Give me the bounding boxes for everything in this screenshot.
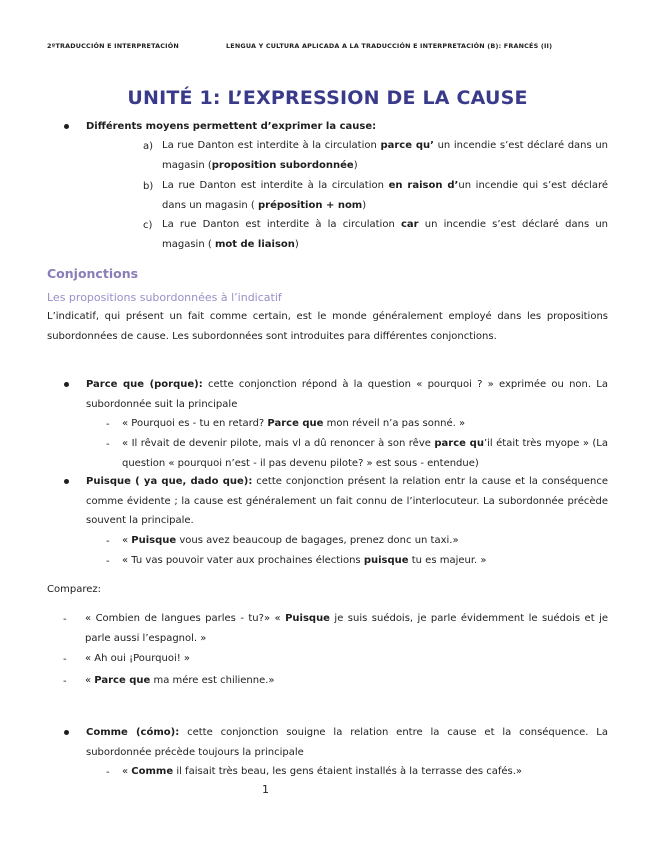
parce-que-example-1 xyxy=(122,414,608,434)
item-c-pre: La rue Danton est interdite à la circulation xyxy=(162,219,401,230)
dash-marker: - xyxy=(106,556,110,567)
comme-example xyxy=(122,762,608,782)
example-pre: « Pourquoi es - tu en retard? xyxy=(122,418,268,429)
dash-marker: - xyxy=(63,654,67,665)
comme-label: Comme (cómo): xyxy=(86,727,180,738)
section-paragraph: L’indicatif, qui présent un fait comme certain, est le monde généralement employé dans les propositions subordonnées de cause. Les subordonnées sont introduites para différentes conjonctions. xyxy=(47,311,608,342)
example-key: Parce que xyxy=(267,418,324,429)
comparez-post: je suis suédois, je parle évidemment le suédois et je parle aussi l’espagnol. » xyxy=(85,613,608,644)
dash-marker: - xyxy=(106,767,110,778)
dash-marker: - xyxy=(106,419,110,430)
puisque-label: Puisque ( ya que, dado que): xyxy=(86,476,253,487)
item-a-text xyxy=(162,136,608,175)
example-key: Comme xyxy=(131,766,174,777)
comparez-line-1 xyxy=(85,609,608,648)
item-b-tag: préposition + nom xyxy=(258,199,363,211)
comparez-pre: « xyxy=(85,675,95,686)
parce-que-example-2 xyxy=(122,434,608,473)
header-right: LENGUA Y CULTURA APLICADA A LA TRADUCCIÓN E INTERPRETACIÓN (B): FRANCÉS (II) xyxy=(226,42,553,50)
item-b-end: ) xyxy=(362,199,367,211)
item-c-letter: c) xyxy=(143,220,153,231)
example-key: Puisque xyxy=(131,535,177,546)
comme-bullet xyxy=(86,723,608,762)
parce-que-bullet xyxy=(86,375,608,414)
item-b-letter: b) xyxy=(143,181,154,192)
puisque-bullet xyxy=(86,472,608,531)
item-b-text xyxy=(162,176,608,215)
item-a-tag: proposition subordonnée xyxy=(211,159,354,171)
item-b-post: un incendie qui s’est déclaré dans un magasin ( xyxy=(162,180,609,211)
example-post: vous avez beaucoup de bagages, prenez donc un taxi.» xyxy=(176,535,459,546)
item-a-end: ) xyxy=(353,159,358,171)
comparez-line-3 xyxy=(85,671,608,691)
dash-marker: - xyxy=(63,676,67,687)
comparez-label: Comparez: xyxy=(47,584,101,595)
item-c-post: un incendie s’est déclaré dans un magasin ( xyxy=(162,219,609,250)
example-pre: « Tu vas pouvoir vater aux prochaines élections xyxy=(122,555,364,566)
puisque-text: cette conjonction présent la relation entr la cause et la conséquence comme évidente ; la cause est généralement un fait connu de l’interlocuteur. La subordonnée précède souvent la principale. xyxy=(86,476,608,526)
item-a-post: un incendie s’est déclaré dans un magasin ( xyxy=(162,140,609,171)
parce-que-label: Parce que (porque): xyxy=(86,379,203,390)
comparez-key: Puisque xyxy=(285,613,330,624)
item-a-key: parce qu’ xyxy=(380,140,434,151)
section-subheading: Les propositions subordonnées à l’indicatif xyxy=(47,291,282,304)
page-title: UNITÉ 1: L’EXPRESSION DE LA CAUSE xyxy=(127,87,528,109)
example-key: puisque xyxy=(363,555,409,566)
puisque-example-2 xyxy=(122,551,608,571)
comme-text: cette conjonction souigne la relation entre la cause et la conséquence. La subordonnée précède toujours la principale xyxy=(86,727,608,758)
item-c-tag: mot de liaison xyxy=(214,238,295,250)
comparez-key: Parce que xyxy=(94,675,151,686)
example-post: tu es majeur. » xyxy=(408,555,487,566)
comparez-post: ma mére est chilienne.» xyxy=(150,675,275,686)
section-heading: Conjonctions xyxy=(47,266,139,281)
item-c-key: car xyxy=(400,219,419,230)
dash-marker: - xyxy=(106,439,110,450)
example-post: mon réveil n’a pas sonné. » xyxy=(323,418,466,429)
example-pre: « Il rêvait de devenir pilote, mais vl a dû renoncer à son rêve xyxy=(122,438,435,449)
header-left: 2ºTRADUCCIÓN E INTERPRETACIÓN xyxy=(47,42,179,50)
intro-bullet: Différents moyens permettent d’exprimer la cause: xyxy=(86,117,376,137)
item-a-letter: a) xyxy=(143,141,154,152)
comparez-line-2: « Ah oui ¡Pourquoi! » xyxy=(85,653,191,664)
item-b-key: en raison d’ xyxy=(388,180,459,191)
example-pre: « xyxy=(122,766,132,777)
example-pre: « xyxy=(122,535,132,546)
item-a-pre: La rue Danton est interdite à la circulation xyxy=(162,140,381,151)
dash-marker: - xyxy=(106,536,110,547)
example-post: il faisait très beau, les gens étaient installés à la terrasse des cafés.» xyxy=(173,766,523,777)
comparez-pre: « Combien de langues parles - tu?» « xyxy=(85,613,286,624)
item-c-text xyxy=(162,215,608,254)
item-b-pre: La rue Danton est interdite à la circulation xyxy=(162,180,389,191)
page-number: 1 xyxy=(262,783,269,796)
puisque-example-1 xyxy=(122,531,608,551)
dash-marker: - xyxy=(63,614,67,625)
item-c-end: ) xyxy=(294,238,299,250)
example-post: ’il était très myope » (La question « pourquoi n’est - il pas devenu pilote? » est sous - entendue) xyxy=(122,438,608,469)
example-key: parce qu xyxy=(434,438,484,449)
parce-que-text: cette conjonction répond à la question « pourquoi ? » exprimée ou non. La subordonnée suit la principale xyxy=(86,379,608,410)
